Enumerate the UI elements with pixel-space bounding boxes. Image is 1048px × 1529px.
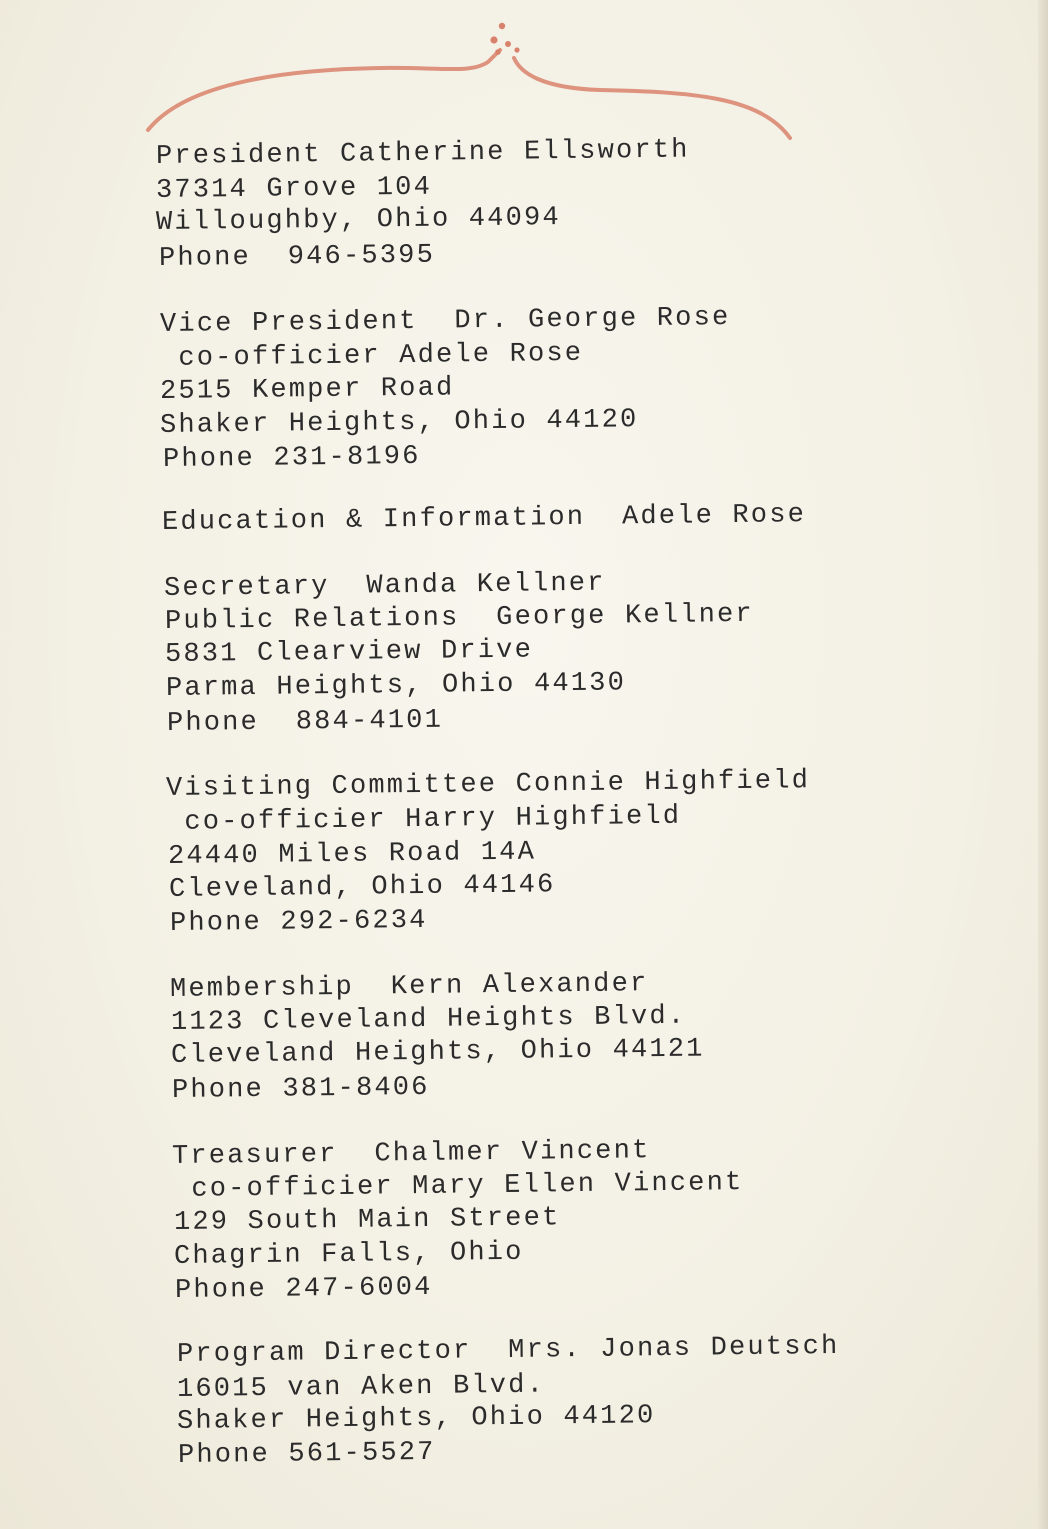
program-director-address: 16015 van Aken Blvd. — [176, 1370, 546, 1405]
secretary-phone: Phone 884-4101 — [166, 705, 444, 739]
treasurer-address: 129 South Main Street — [173, 1203, 561, 1238]
vice-president-address: 2515 Kemper Road — [159, 373, 455, 407]
vice-president-phone: Phone 231-8196 — [162, 441, 421, 475]
treasurer-line: Treasurer Chalmer Vincent — [171, 1136, 651, 1172]
treasurer-city: Chagrin Falls, Ohio — [173, 1237, 524, 1272]
president-address: 37314 Grove 104 — [155, 172, 433, 206]
visiting-committee-address: 24440 Miles Road 14A — [167, 837, 537, 872]
secretary-line: Secretary Wanda Kellner — [163, 568, 606, 604]
president-city: Willoughby, Ohio 44094 — [155, 203, 562, 238]
public-relations-line: Public Relations George Kellner — [164, 599, 755, 637]
program-director-line: Program Director Mrs. Jonas Deutsch — [176, 1331, 840, 1370]
visiting-committee-line: Visiting Committee Connie Highfield — [165, 766, 811, 804]
president-phone: Phone 946-5395 — [158, 240, 436, 274]
secretary-address: 5831 Clearview Drive — [164, 635, 534, 670]
education-line: Education & Information Adele Rose — [161, 500, 807, 538]
vice-president-line: Vice President Dr. George Rose — [159, 303, 731, 340]
membership-city: Cleveland Heights, Ohio 44121 — [170, 1034, 705, 1071]
secretary-city: Parma Heights, Ohio 44130 — [165, 668, 627, 704]
vice-president-city: Shaker Heights, Ohio 44120 — [159, 405, 639, 441]
visiting-committee-coofficer: co-officier Harry Highfield — [165, 801, 682, 838]
treasurer-phone: Phone 247-6004 — [174, 1272, 433, 1306]
membership-line: Membership Kern Alexander — [169, 969, 649, 1005]
visiting-committee-city: Cleveland, Ohio 44146 — [168, 870, 556, 905]
membership-phone: Phone 381-8406 — [171, 1072, 430, 1106]
decorative-flourish-icon — [0, 0, 1048, 160]
vice-president-coofficer: co-officier Adele Rose — [159, 338, 584, 374]
membership-address: 1123 Cleveland Heights Blvd. — [170, 1001, 687, 1038]
program-director-city: Shaker Heights, Ohio 44120 — [176, 1401, 656, 1437]
visiting-committee-phone: Phone 292-6234 — [169, 905, 428, 939]
treasurer-coofficer: co-officier Mary Ellen Vincent — [172, 1168, 744, 1205]
president-line: President Catherine Ellsworth — [155, 135, 690, 172]
page-edge — [1038, 0, 1048, 1529]
program-director-phone: Phone 561-5527 — [177, 1437, 436, 1471]
